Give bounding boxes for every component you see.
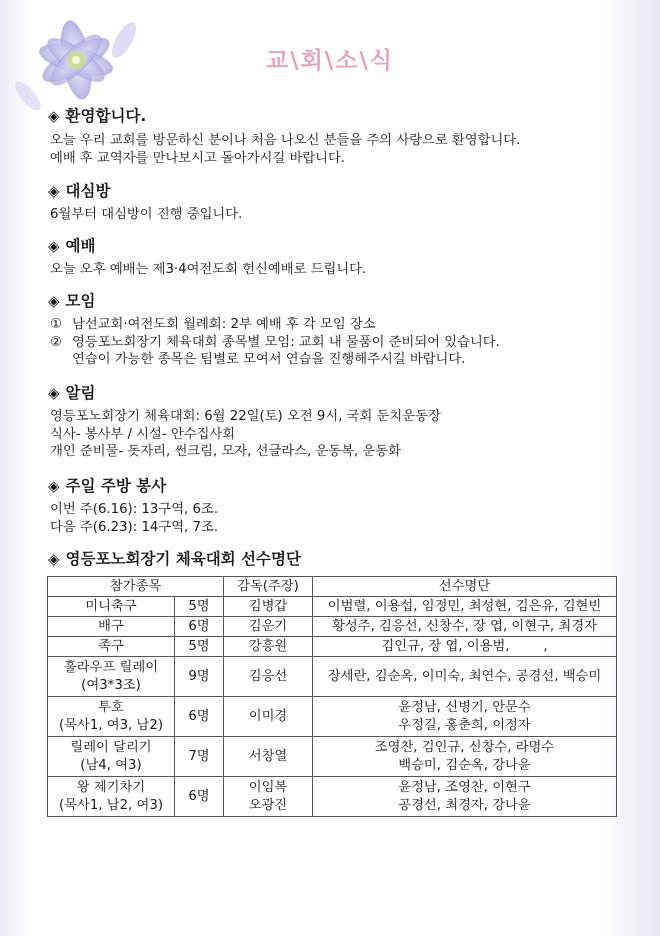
header-event: 참가종목 [48, 577, 224, 597]
event-cell: 미니축구 [48, 597, 175, 617]
players-cell: 윤정남, 신병기, 안문수 우정길, 홍춘희, 이정자 [313, 697, 617, 737]
diamond-bullet-icon: ◈ [48, 237, 60, 255]
visitation-line: 6월부터 대심방이 진행 중입니다. [50, 207, 243, 222]
coach-cell: 김운기 [224, 617, 313, 637]
page-title: 교\회\소\식 [265, 48, 395, 74]
event-cell: 훌라우프 릴레이 (여3*3조) [48, 657, 175, 697]
roster-table [47, 576, 617, 817]
event-cell: 투호 (목사1, 여3, 남2) [48, 697, 175, 737]
worship-line: 오늘 오후 예배는 제3·4여전도회 헌신예배로 드립니다. [50, 262, 367, 277]
players-cell: 장세란, 김순옥, 이미숙, 최연수, 공경선, 백승미 [313, 657, 617, 697]
notice-section [50, 383, 620, 461]
meeting-item: ② 영등포노회장기 체육대회 종목별 모임: 교회 내 물품이 준비되어 있습니다. [50, 334, 500, 350]
meeting-item: ① 남선교회·여전도회 월례회: 2부 예배 후 각 모임 장소 [50, 317, 376, 332]
event-cell: 왕 제기차기 (목사1, 남2, 여3) [48, 777, 175, 817]
count-cell: 6명 [175, 697, 224, 737]
diamond-bullet-icon: ◈ [48, 477, 60, 495]
count-cell: 5명 [175, 597, 224, 617]
diamond-bullet-icon: ◈ [48, 292, 60, 310]
coach-cell: 강흥원 [224, 637, 313, 657]
meeting-heading: ◈ 모임 [48, 292, 96, 310]
notice-line: 개인 준비물- 돗자리, 썬크림, 모자, 선글라스, 운동복, 운동화 [50, 444, 401, 459]
diamond-bullet-icon: ◈ [48, 384, 60, 402]
players-cell: 조영찬, 김인규, 신창수, 라명수 백승미, 김순옥, 강나윤 [313, 737, 617, 777]
welcome-line: 오늘 우리 교회를 방문하신 분이나 처음 나오신 분들을 주의 사랑으로 환영합니다. [50, 133, 521, 148]
count-cell: 7명 [175, 737, 224, 777]
visitation-section [50, 181, 620, 224]
table-row [48, 737, 617, 777]
visitation-heading: ◈ 대심방 [48, 182, 111, 200]
coach-cell: 김응선 [224, 657, 313, 697]
coach-cell: 김병갑 [224, 597, 313, 617]
worship-heading: ◈ 예배 [48, 237, 96, 255]
table-header-row [48, 577, 617, 597]
event-cell: 배구 [48, 617, 175, 637]
roster-heading: ◈ 영등포노회장기 체육대회 선수명단 [48, 550, 301, 568]
players-cell: 윤정남, 조영찬, 이현구 공경선, 최경자, 강나윤 [313, 777, 617, 817]
players-cell: 황성주, 김응선, 신창수, 장 엽, 이현구, 최경자 [313, 617, 617, 637]
count-cell: 9명 [175, 657, 224, 697]
table-row [48, 657, 617, 697]
table-row [48, 637, 617, 657]
notice-line: 영등포노회장기 체육대회: 6월 22일(토) 오전 9시, 국회 둔치운동장 [50, 409, 441, 424]
kitchen-section [50, 476, 620, 536]
welcome-section [50, 106, 620, 167]
players-cell: 이범렬, 이용섭, 임정민, 최성현, 김은유, 김현빈 [313, 597, 617, 617]
notice-line: 식사- 봉사부 / 시설- 안수집사회 [50, 426, 236, 442]
coach-cell: 서창열 [224, 737, 313, 777]
notice-heading: ◈ 알림 [48, 384, 96, 402]
meeting-continuation: 연습이 가능한 종목은 팀별로 모여서 연습을 진행해주시길 바랍니다. [72, 352, 466, 367]
coach-cell: 이임복 오광진 [224, 777, 313, 817]
coach-cell: 이미경 [224, 697, 313, 737]
header-coach: 감독(주장) [224, 577, 313, 597]
diamond-bullet-icon: ◈ [48, 182, 60, 200]
players-cell: 김인규, 장 엽, 이용범, , [313, 637, 617, 657]
diamond-bullet-icon: ◈ [48, 550, 60, 568]
table-row [48, 697, 617, 737]
kitchen-heading: ◈ 주일 주방 봉사 [48, 477, 167, 495]
welcome-line: 예배 후 교역자를 만나보시고 돌아가시길 바랍니다. [50, 150, 346, 166]
count-cell: 5명 [175, 637, 224, 657]
header-players: 선수명단 [313, 577, 617, 597]
table-row [48, 597, 617, 617]
count-cell: 6명 [175, 617, 224, 637]
worship-section [50, 236, 620, 279]
count-cell: 6명 [175, 777, 224, 817]
event-cell: 릴레이 달리기 (남4, 여3) [48, 737, 175, 777]
welcome-heading: ◈ 환영합니다. [48, 107, 147, 125]
kitchen-line: 이번 주(6.16): 13구역, 6조. [50, 502, 219, 517]
meeting-section [50, 291, 620, 369]
roster-section [50, 549, 620, 569]
diamond-bullet-icon: ◈ [48, 107, 60, 125]
table-row [48, 777, 617, 817]
table-row [48, 617, 617, 637]
event-cell: 족구 [48, 637, 175, 657]
kitchen-line: 다음 주(6.23): 14구역, 7조. [50, 519, 219, 535]
